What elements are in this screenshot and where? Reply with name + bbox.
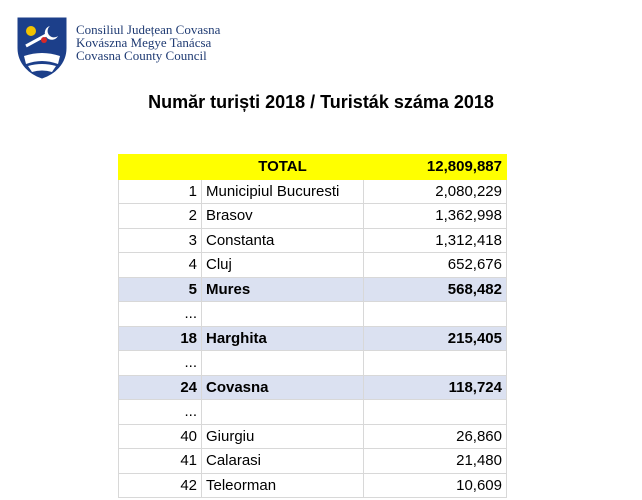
tourists-value-cell: 1,362,998 — [364, 204, 507, 229]
county-name-cell — [202, 351, 364, 376]
table-row — [119, 400, 507, 425]
rank-cell: 3 — [119, 228, 202, 253]
county-coat-of-arms-icon — [14, 14, 70, 80]
tourists-table — [118, 154, 507, 498]
tourists-value-cell: 1,312,418 — [364, 228, 507, 253]
table-row — [119, 179, 507, 204]
county-name-cell: Harghita — [202, 326, 364, 351]
council-name — [76, 23, 220, 62]
county-name-cell: Mures — [202, 277, 364, 302]
rank-cell: 40 — [119, 424, 202, 449]
table-row — [119, 204, 507, 229]
rank-cell: 18 — [119, 326, 202, 351]
table-row — [119, 302, 507, 327]
county-name-cell: Cluj — [202, 253, 364, 278]
rank-cell: 24 — [119, 375, 202, 400]
table-row — [119, 228, 507, 253]
tourists-value-cell — [364, 400, 507, 425]
page-title: Număr turiști 2018 / Turisták száma 2018 — [148, 92, 494, 112]
county-name-cell: Constanta — [202, 228, 364, 253]
council-name-en: Covasna County Council — [76, 48, 207, 63]
tourists-value-cell: 26,860 — [364, 424, 507, 449]
table-row — [119, 424, 507, 449]
tourists-value-cell: 2,080,229 — [364, 179, 507, 204]
council-name-ro: Consiliul Județean Covasna — [76, 22, 221, 37]
table-row — [119, 449, 507, 474]
table-row — [119, 375, 507, 400]
rank-cell: 2 — [119, 204, 202, 229]
county-name-cell: Giurgiu — [202, 424, 364, 449]
county-name-cell — [202, 302, 364, 327]
county-name-cell: Brasov — [202, 204, 364, 229]
tourists-value-cell — [364, 302, 507, 327]
county-name-cell — [202, 400, 364, 425]
tourists-value-cell: 21,480 — [364, 449, 507, 474]
county-name-cell: Municipiul Bucuresti — [202, 179, 364, 204]
table-row — [119, 253, 507, 278]
rank-cell: 42 — [119, 473, 202, 498]
county-name-cell: Calarasi — [202, 449, 364, 474]
rank-cell: ... — [119, 302, 202, 327]
rank-cell: ... — [119, 400, 202, 425]
tourists-value-cell — [364, 351, 507, 376]
rank-cell: 1 — [119, 179, 202, 204]
county-name-cell: Covasna — [202, 375, 364, 400]
total-row — [119, 155, 507, 180]
county-name-cell: Teleorman — [202, 473, 364, 498]
tourists-value-cell: 118,724 — [364, 375, 507, 400]
rank-cell: ... — [119, 351, 202, 376]
table-row — [119, 351, 507, 376]
table-row — [119, 473, 507, 498]
total-rank-cell — [119, 155, 202, 180]
rank-cell: 41 — [119, 449, 202, 474]
total-label: TOTAL — [202, 155, 364, 180]
tourists-value-cell: 10,609 — [364, 473, 507, 498]
tourists-value-cell: 652,676 — [364, 253, 507, 278]
total-value: 12,809,887 — [364, 155, 507, 180]
council-name-hu: Kovászna Megye Tanácsa — [76, 35, 212, 50]
tourists-value-cell: 215,405 — [364, 326, 507, 351]
table-row — [119, 326, 507, 351]
rank-cell: 4 — [119, 253, 202, 278]
table-row — [119, 277, 507, 302]
tourists-value-cell: 568,482 — [364, 277, 507, 302]
rank-cell: 5 — [119, 277, 202, 302]
